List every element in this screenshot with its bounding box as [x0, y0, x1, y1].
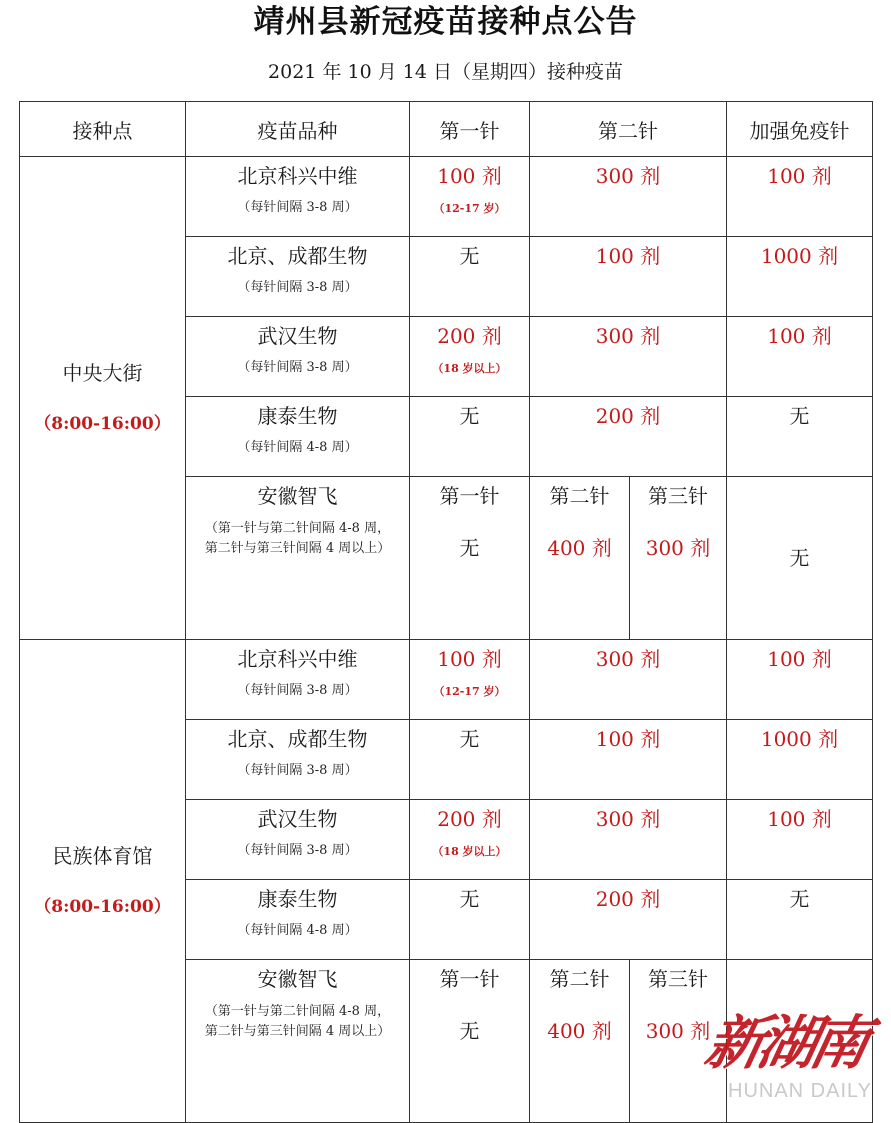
age-note: （18 岁以上） — [432, 845, 507, 858]
dose-count: 100 剂 — [437, 164, 502, 188]
vaccine-cell — [186, 397, 410, 477]
second-dose-cell — [530, 720, 727, 800]
vaccine-cell — [186, 237, 410, 317]
dose-count: 100 剂 — [437, 647, 502, 671]
dose-label: 第三针 — [648, 967, 708, 991]
dose-count: 100 剂 — [767, 647, 832, 671]
first-dose-cell — [410, 880, 530, 960]
vaccine-interval: （每针间隔 3-8 周） — [237, 843, 358, 858]
site-hours: （8:00-16:00） — [34, 897, 171, 917]
first-dose-cell — [410, 720, 530, 800]
age-note: （18 岁以上） — [432, 362, 507, 375]
booster-cell — [727, 237, 873, 317]
table-header-row — [20, 102, 873, 157]
dose-none: 无 — [459, 536, 480, 560]
age-note: （12-17 岁） — [433, 685, 506, 698]
vaccine-name: 北京、成都生物 — [227, 244, 368, 268]
first-dose-cell — [410, 397, 530, 477]
vaccine-cell — [186, 720, 410, 800]
dose-count: 100 剂 — [767, 164, 832, 188]
site-cell — [20, 640, 186, 1123]
dose-none: 无 — [789, 404, 810, 428]
dose-count: 300 剂 — [595, 324, 661, 348]
vaccine-name: 武汉生物 — [257, 324, 338, 348]
table-row — [20, 640, 873, 720]
second-dose-cell — [530, 640, 727, 720]
booster-cell — [727, 477, 873, 640]
vaccine-interval: （每针间隔 3-8 周） — [237, 360, 358, 375]
site-cell — [20, 157, 186, 640]
dose-count: 300 剂 — [595, 164, 661, 188]
dose-count: 100 剂 — [767, 807, 832, 831]
second-dose-cell — [530, 960, 630, 1123]
first-dose-cell — [410, 960, 530, 1123]
vaccine-interval: （每针间隔 4-8 周） — [237, 440, 358, 455]
dose-count: 100 剂 — [595, 727, 661, 751]
vaccine-name: 北京科兴中维 — [237, 647, 358, 671]
dose-label: 第一针 — [439, 484, 500, 508]
second-dose-cell — [530, 157, 727, 237]
dose-none: 无 — [459, 404, 480, 428]
vaccine-name: 康泰生物 — [257, 887, 338, 911]
vaccine-interval: （每针间隔 4-8 周） — [237, 923, 358, 938]
dose-count: 200 剂 — [437, 324, 502, 348]
first-dose-cell — [410, 477, 530, 640]
dose-label: 第一针 — [439, 967, 500, 991]
dose-count: 100 剂 — [767, 324, 832, 348]
header-site: 接种点 — [20, 102, 186, 157]
booster-cell — [727, 720, 873, 800]
dose-label: 第二针 — [549, 484, 610, 508]
second-dose-cell — [530, 477, 630, 640]
table-row — [20, 157, 873, 237]
second-dose-cell — [530, 800, 727, 880]
vaccine-cell — [186, 800, 410, 880]
first-dose-cell — [410, 157, 530, 237]
booster-cell — [727, 880, 873, 960]
second-dose-cell — [530, 880, 727, 960]
booster-cell — [727, 317, 873, 397]
dose-none: 无 — [459, 244, 480, 268]
second-dose-cell — [530, 237, 727, 317]
vaccine-cell — [186, 317, 410, 397]
vaccine-cell — [186, 880, 410, 960]
header-second-dose: 第二针 — [530, 102, 727, 157]
booster-cell — [727, 640, 873, 720]
site-name: 民族体育馆 — [52, 844, 153, 868]
vaccine-cell — [186, 960, 410, 1123]
site-hours: （8:00-16:00） — [34, 414, 171, 434]
first-dose-cell — [410, 800, 530, 880]
first-dose-cell — [410, 237, 530, 317]
age-note: （12-17 岁） — [433, 202, 506, 215]
dose-count: 200 剂 — [595, 887, 661, 911]
booster-cell — [727, 157, 873, 237]
dose-count: 400 剂 — [547, 1019, 612, 1043]
vaccine-interval: （第一针与第二针间隔 4-8 周，第二针与第三针间隔 4 周以上） — [204, 1004, 391, 1039]
site-name: 中央大街 — [62, 361, 143, 385]
dose-count: 400 剂 — [547, 536, 612, 560]
dose-count: 1000 剂 — [760, 244, 839, 268]
header-vaccine: 疫苗品种 — [186, 102, 410, 157]
booster-cell — [727, 397, 873, 477]
dose-none: 无 — [459, 1019, 480, 1043]
vaccine-name: 安徽智飞 — [257, 967, 338, 991]
dose-none: 无 — [789, 887, 810, 911]
dose-count: 300 剂 — [595, 807, 661, 831]
watermark-subtitle: HUNAN DAILY — [728, 1080, 872, 1102]
vaccine-interval: （每针间隔 3-8 周） — [237, 280, 358, 295]
header-booster: 加强免疫针 — [727, 102, 873, 157]
vaccine-interval: （每针间隔 3-8 周） — [237, 200, 358, 215]
header-first-dose: 第一针 — [410, 102, 530, 157]
vaccine-name: 北京、成都生物 — [227, 727, 368, 751]
first-dose-cell — [410, 317, 530, 397]
dose-label: 第二针 — [549, 967, 610, 991]
dose-count: 100 剂 — [595, 244, 661, 268]
dose-count: 200 剂 — [437, 807, 502, 831]
vaccination-table — [19, 101, 873, 1123]
watermark-logo: 新湖南 — [699, 1009, 871, 1077]
dose-count: 200 剂 — [595, 404, 661, 428]
dose-count: 300 剂 — [645, 536, 711, 560]
booster-cell — [727, 800, 873, 880]
vaccine-interval: （第一针与第二针间隔 4-8 周，第二针与第三针间隔 4 周以上） — [204, 521, 391, 556]
second-dose-cell — [530, 397, 727, 477]
first-dose-cell — [410, 640, 530, 720]
vaccine-cell — [186, 477, 410, 640]
second-dose-cell — [530, 317, 727, 397]
vaccine-cell — [186, 157, 410, 237]
third-dose-cell — [630, 477, 727, 640]
dose-count: 300 剂 — [595, 647, 661, 671]
vaccine-name: 安徽智飞 — [257, 484, 338, 508]
dose-label: 第三针 — [648, 484, 708, 508]
vaccine-name: 康泰生物 — [257, 404, 338, 428]
dose-count: 300 剂 — [645, 1019, 711, 1043]
dose-count: 1000 剂 — [760, 727, 839, 751]
dose-none: 无 — [459, 887, 480, 911]
hunan-daily-watermark — [699, 996, 888, 1108]
dose-none: 无 — [459, 727, 480, 751]
vaccine-name: 北京科兴中维 — [237, 164, 358, 188]
vaccine-interval: （每针间隔 3-8 周） — [237, 683, 358, 698]
vaccine-cell — [186, 640, 410, 720]
vaccine-name: 武汉生物 — [257, 807, 338, 831]
page-title: 靖州县新冠疫苗接种点公告 — [253, 4, 638, 40]
vaccine-interval: （每针间隔 3-8 周） — [237, 763, 358, 778]
dose-none: 无 — [789, 546, 810, 570]
page-subtitle: 2021 年 10 月 14 日（星期四）接种疫苗 — [268, 61, 623, 83]
